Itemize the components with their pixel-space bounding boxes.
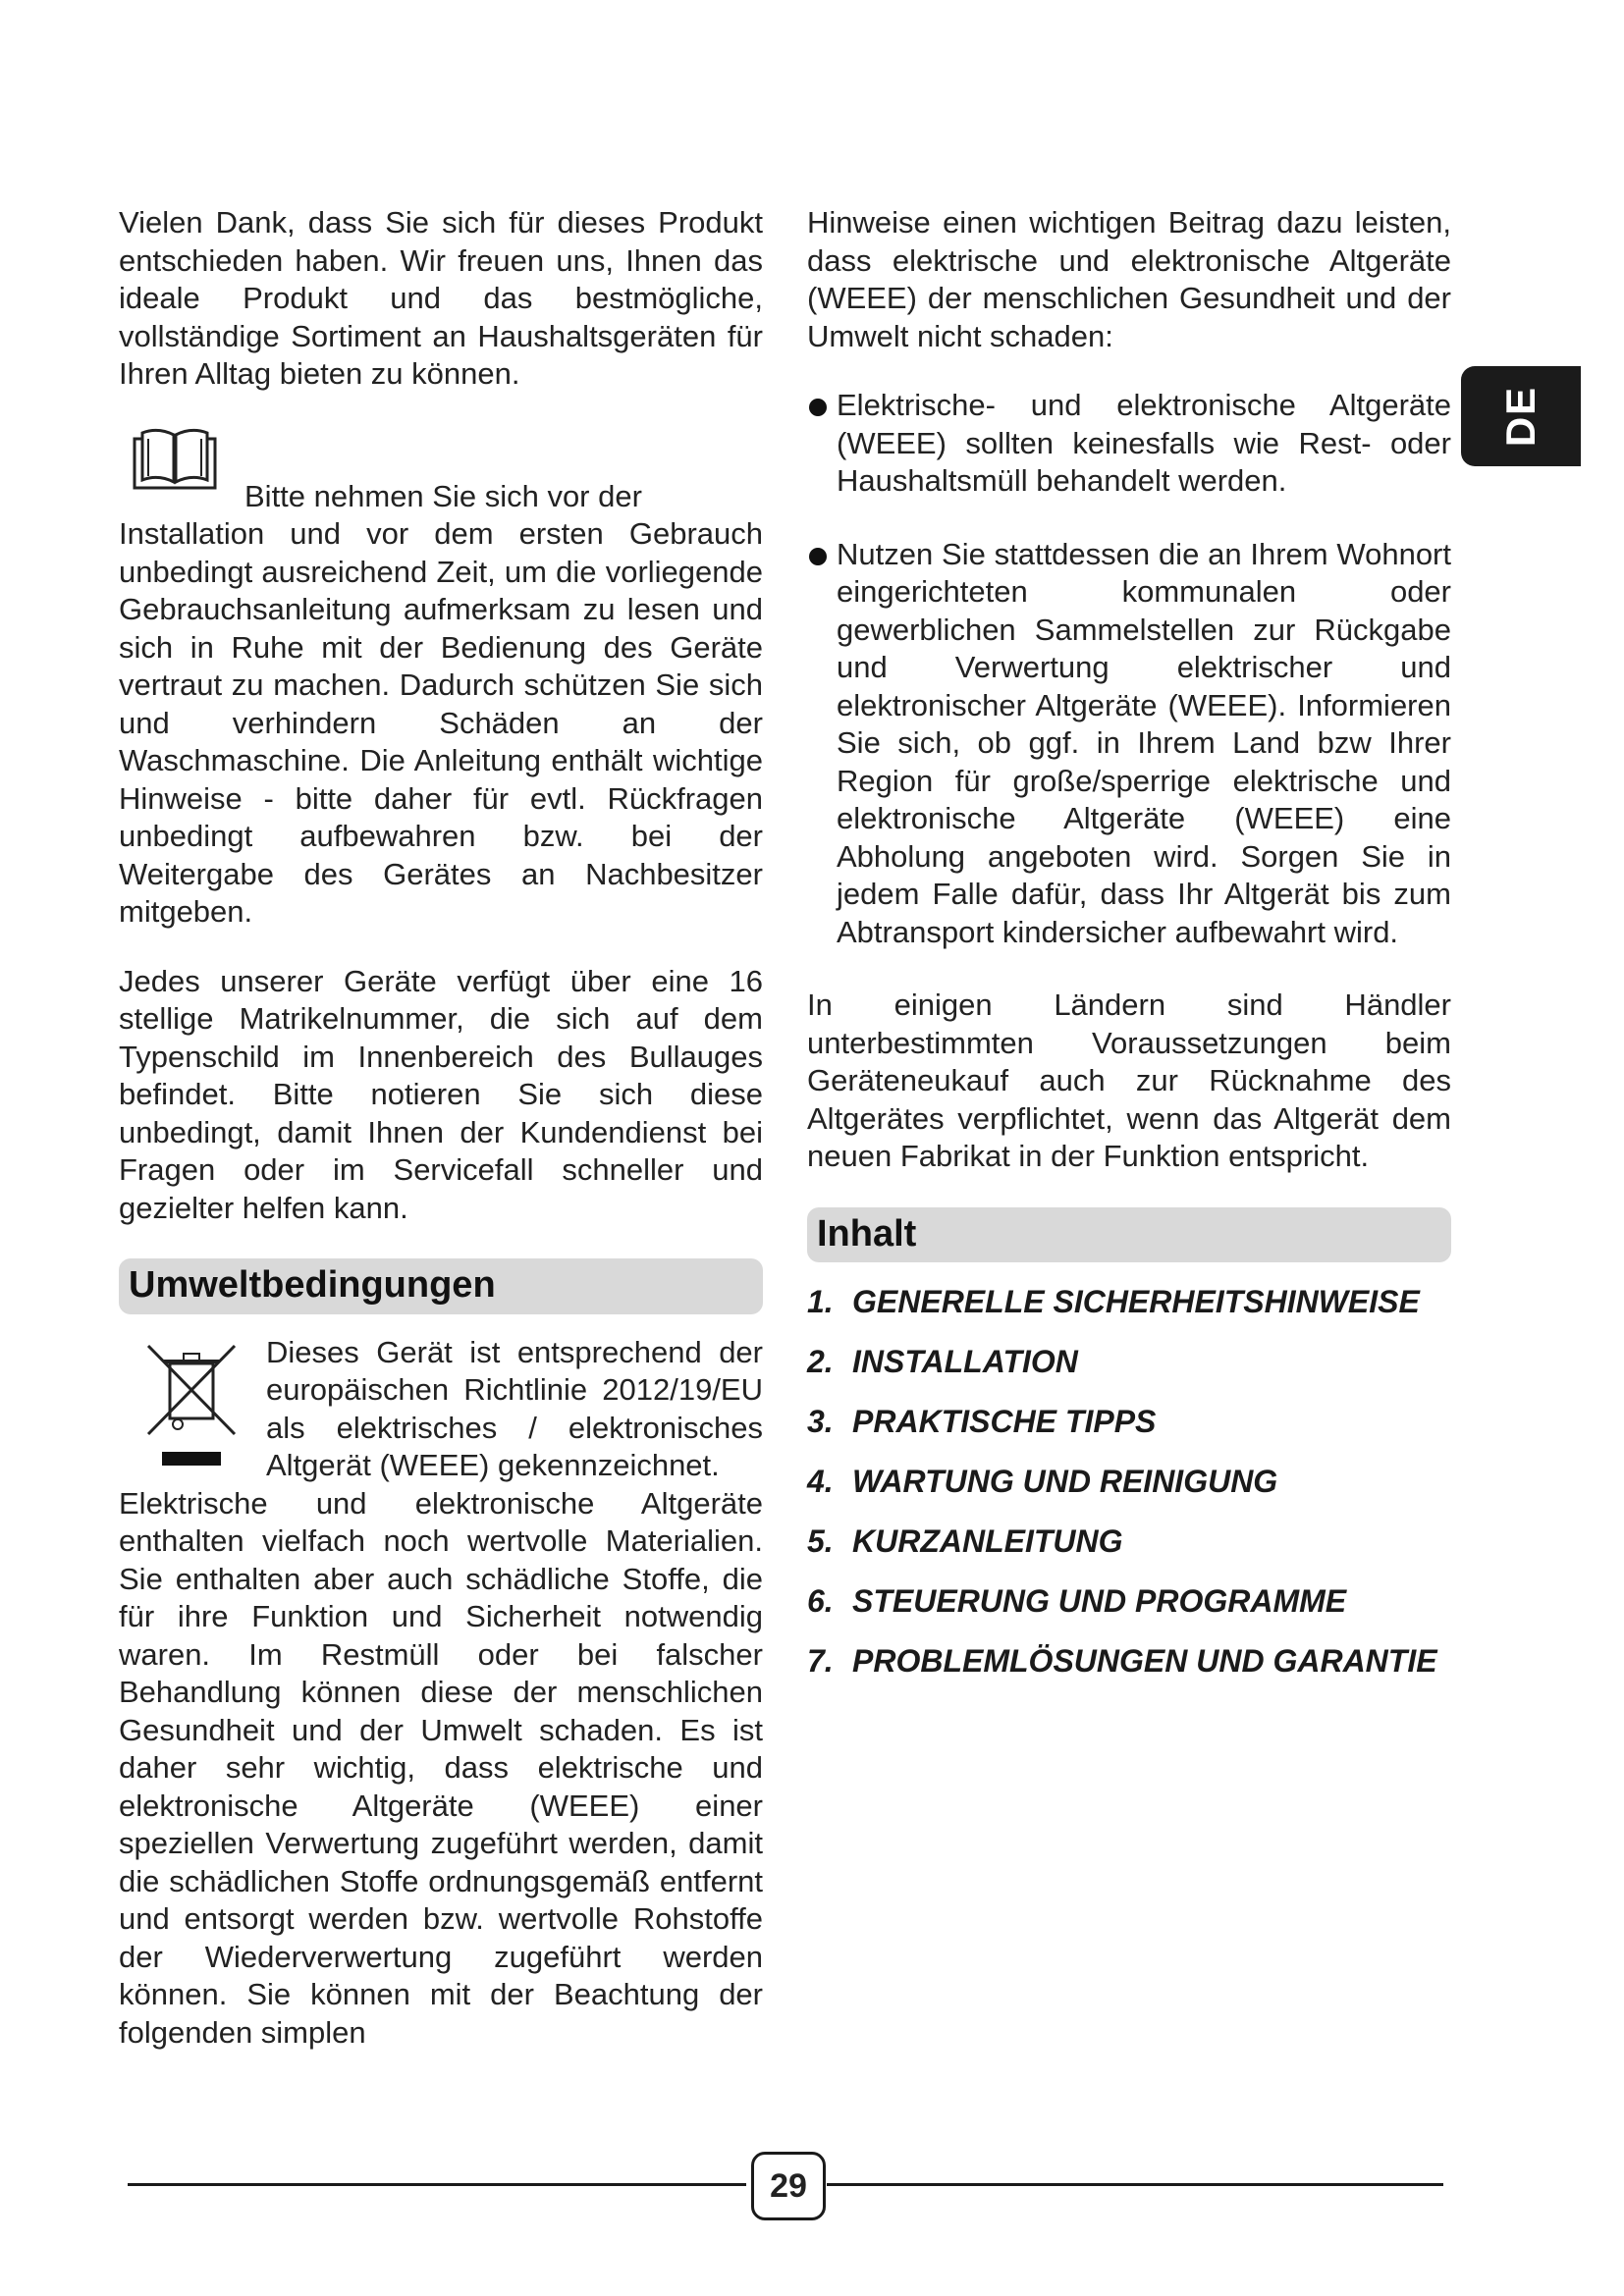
toc-item[interactable]: 1. GENERELLE SICHERHEITSHINWEISE <box>807 1284 1420 1319</box>
manual-notice-text: Installation und vor dem ersten Gebrauch unbedingt ausreichend Zeit, um die vorliegende Gebrauchsanleitung aufmerksam zu lesen und sich in Ruhe mit der Bedienung des Geräte vertraut zu machen. Dadurch schützen Sie sich und verhindern Schäden an der Waschmaschine. Die Anleitung enthält wichtige Hinweise - bitte daher für evtl. Rückfragen unbedingt aufbewahren bzw. bei der Weitergabe des Gerätes an Nachbesitzer mitgeben. <box>119 516 763 929</box>
intro-paragraph: Vielen Dank, dass Sie sich für dieses Produkt entschieden haben. Wir freuen uns, Ihnen das ideale Produkt und das bestmögliche, vollständige Sortiment an Haushaltsgeräten für Ihren Alltag bieten zu können. <box>119 205 763 391</box>
bullet-item: Nutzen Sie stattdessen die an Ihrem Wohnort eingerichteten kommunalen oder gewerblichen Sammelstellen zur Rückgabe und Verwertung elektrischer und elektronischer Altgeräte (WEEE). Informieren Sie sich, ob ggf. in Ihrem Land bzw Ihrer Region für große/sperrige elektrische und elektronische Altgeräte (WEEE) eine Abholung angeboten wird. Sorgen Sie in jedem Falle dafür, dass Ihr Altgerät bis zum Abtransport kindersicher aufbewahrt wird. <box>807 536 1451 952</box>
footer-rule-left <box>128 2183 746 2186</box>
language-tab-label: DE <box>1497 385 1543 448</box>
toc-item[interactable]: 5. KURZANLEITUNG <box>807 1523 1123 1559</box>
footer-rule-right <box>827 2183 1443 2186</box>
left-column <box>119 204 763 2052</box>
contents-heading: Inhalt <box>807 1207 1451 1263</box>
weee-continuation: Hinweise einen wichtigen Beitrag dazu leisten, dass elektrische und elektronische Altgeräte (WEEE) der menschlichen Gesundheit und der Umwelt nicht schaden: <box>807 205 1451 353</box>
language-tab <box>1461 366 1581 466</box>
book-icon <box>133 425 217 490</box>
manual-notice <box>119 425 763 932</box>
manual-notice-first-line: Bitte nehmen Sie sich vor der <box>244 478 642 513</box>
dealers-paragraph: In einigen Ländern sind Händler unterbestimmten Voraussetzungen beim Geräteneukauf auch zur Rücknahme des Altgerätes verpflichtet, wenn das Altgerät dem neuen Fabrikat in der Funktion entspricht. <box>807 988 1451 1173</box>
toc-item[interactable]: 6. STEUERUNG UND PROGRAMME <box>807 1583 1347 1619</box>
weee-body-text: Elektrische und elektronische Altgeräte enthalten vielfach noch wertvolle Materialien. Sie enthalten aber auch schädliche Stoffe, die für ihre Funktion und Sicherheit notwendig waren. Im Restmüll oder bei falscher Behandlung können diese der menschlichen Gesundheit und der Umwelt schaden. Es ist daher sehr wichtig, dass elektrische und elektronische Altgeräte (WEEE) einer speziellen Verwertung zugeführt werden, damit die schädlichen Stoffe ordnungsgemäß entfernt und entsorgt werden bzw. wertvolle Rohstoffe der Wiederverwertung zugeführt werden können. Sie können mit der Beachtung der folgenden simplen <box>119 1485 763 2050</box>
weee-bullet-list <box>807 387 1451 951</box>
right-column <box>807 204 1451 1701</box>
crossed-bin-icon <box>142 1338 241 1475</box>
toc-item[interactable]: 3. PRAKTISCHE TIPPS <box>807 1404 1157 1439</box>
toc-item[interactable]: 7. PROBLEMLÖSUNGEN UND GARANTIE <box>807 1643 1437 1679</box>
table-of-contents <box>807 1282 1451 1681</box>
environment-heading: Umweltbedingungen <box>119 1258 763 1314</box>
page-number: 29 <box>751 2152 826 2220</box>
weee-label-text: Dieses Gerät ist entsprechend der europäischen Richtlinie 2012/19/EU als elektrisches / elektronisches Altgerät (WEEE) gekennzeichnet. <box>266 1334 763 1482</box>
toc-item[interactable]: 4. WARTUNG UND REINIGUNG <box>807 1464 1278 1499</box>
toc-item[interactable]: 2. INSTALLATION <box>807 1344 1078 1379</box>
bullet-item: Elektrische- und elektronische Altgeräte (WEEE) sollten keinesfalls wie Rest- oder Haushaltsmüll behandelt werden. <box>807 387 1451 501</box>
weee-notice <box>119 1334 763 1485</box>
serial-paragraph: Jedes unserer Geräte verfügt über eine 16 stellige Matrikelnummer, die sich auf dem Typenschild im Innenbereich des Bullauges befindet. Bitte notieren Sie sich diese unbedingt, damit Ihnen der Kundendienst bei Fragen oder im Servicefall schneller und gezielter helfen kann. <box>119 963 763 1225</box>
